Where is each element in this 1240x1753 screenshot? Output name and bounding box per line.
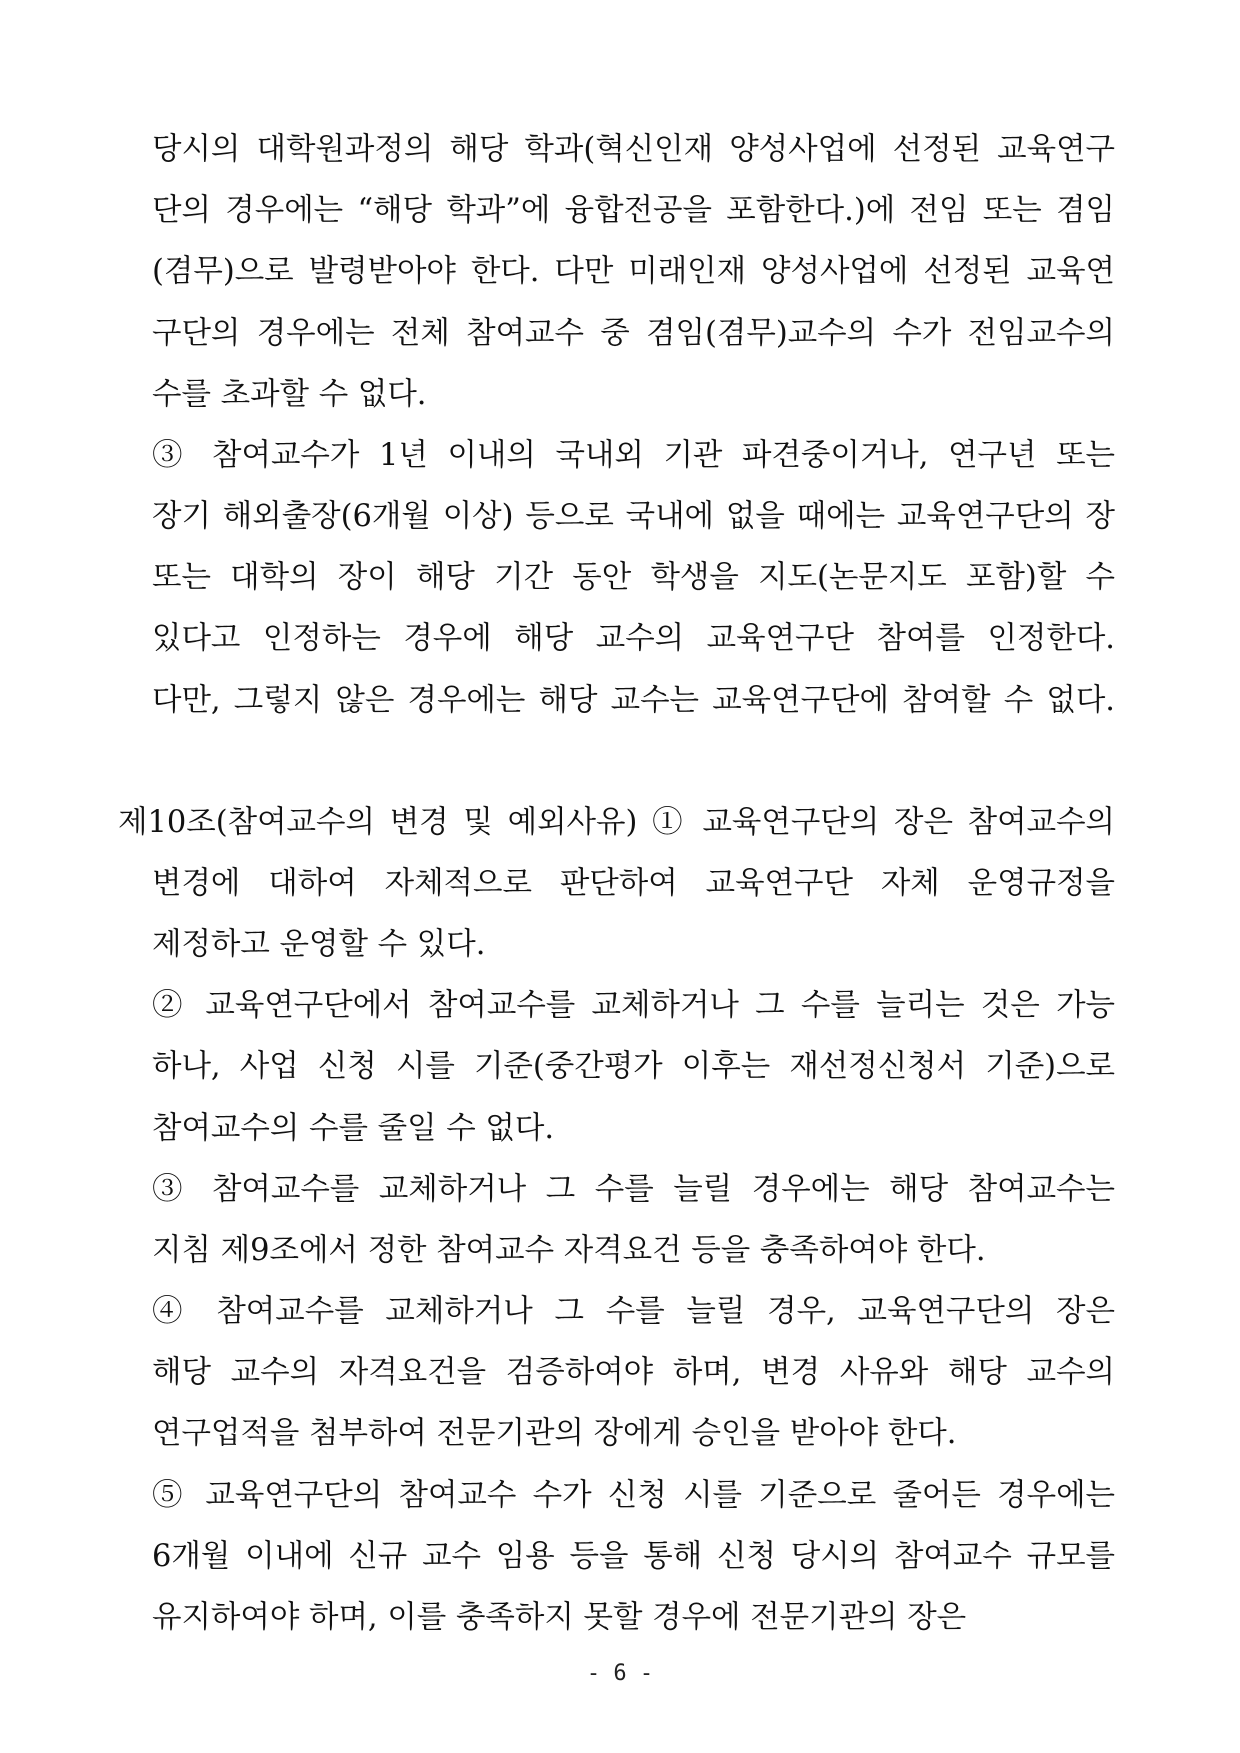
text-line: 당시의 대학원과정의 해당 학과(혁신인재 양성사업에 선정된 교육연구 xyxy=(152,132,1115,167)
text-line: 지침 제9조에서 정한 참여교수 자격요건 등을 충족하여야 한다. xyxy=(152,1232,986,1268)
article-heading-line: 제10조(참여교수의 변경 및 예외사유) ① 교육연구단의 장은 참여교수의 xyxy=(118,804,1115,840)
text-line: 있다고 인정하는 경우에 해당 교수의 교육연구단 참여를 인정한다. xyxy=(152,621,1115,657)
text-line: 연구업적을 첨부하여 전문기관의 장에게 승인을 받아야 한다. xyxy=(152,1416,957,1452)
text-line: 단의 경우에는 “해당 학과”에 융합전공을 포함한다.)에 전임 또는 겸임 xyxy=(152,193,1115,229)
text-line: 참여교수의 수를 줄일 수 없다. xyxy=(152,1110,555,1146)
text-line: 변경에 대하여 자체적으로 판단하여 교육연구단 자체 운영규정을 xyxy=(152,865,1115,901)
text-line: 수를 초과할 수 없다. xyxy=(152,376,427,412)
text-line: 다만, 그렇지 않은 경우에는 해당 교수는 교육연구단에 참여할 수 없다. xyxy=(152,682,1115,718)
text-line: (겸무)으로 발령받아야 한다. 다만 미래인재 양성사업에 선정된 교육연 xyxy=(152,254,1115,290)
text-line: 유지하여야 하며, 이를 충족하지 못할 경우에 전문기관의 장은 xyxy=(152,1600,967,1635)
text-line: 장기 해외출장(6개월 이상) 등으로 국내에 없을 때에는 교육연구단의 장 xyxy=(152,499,1115,535)
text-line: 제정하고 운영할 수 있다. xyxy=(152,926,486,962)
text-line: 6개월 이내에 신규 교수 임용 등을 통해 신청 당시의 참여교수 규모를 xyxy=(152,1538,1115,1574)
text-line: 구단의 경우에는 전체 참여교수 중 겸임(겸무)교수의 수가 전임교수의 xyxy=(152,315,1115,351)
text-line: 또는 대학의 장이 해당 기간 동안 학생을 지도(논문지도 포함)할 수 xyxy=(152,560,1115,596)
paragraph-line: ③ 참여교수가 1년 이내의 국내외 기관 파견중이거나, 연구년 또는 xyxy=(152,437,1115,473)
paragraph-line: ④ 참여교수를 교체하거나 그 수를 늘릴 경우, 교육연구단의 장은 xyxy=(152,1294,1115,1330)
paragraph-line: ② 교육연구단에서 참여교수를 교체하거나 그 수를 늘리는 것은 가능 xyxy=(152,988,1115,1024)
text-line: 하나, 사업 신청 시를 기준(중간평가 이후는 재선정신청서 기준)으로 xyxy=(152,1049,1115,1085)
page-number: - 6 - xyxy=(586,1661,654,1686)
text-line: 해당 교수의 자격요건을 검증하여야 하며, 변경 사유와 해당 교수의 xyxy=(152,1355,1115,1391)
paragraph-line: ③ 참여교수를 교체하거나 그 수를 늘릴 경우에는 해당 참여교수는 xyxy=(152,1171,1115,1207)
text-line: ⑤ 교육연구단의 참여교수 수가 신청 시를 기준으로 줄어든 경우에는 xyxy=(152,1477,1115,1513)
